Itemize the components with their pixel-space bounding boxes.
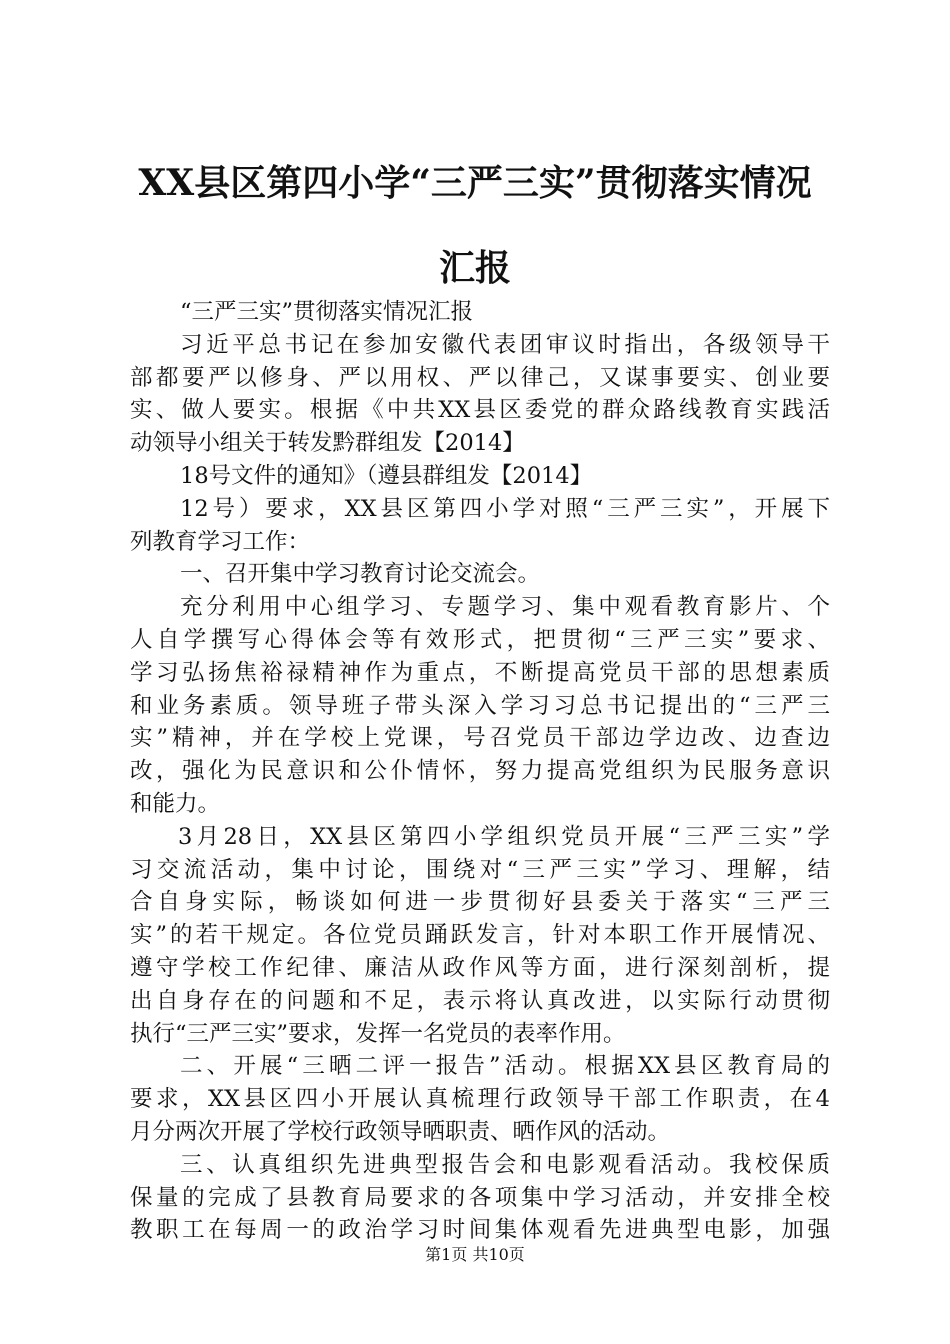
body-line: 人自学撰写心得体会等有效形式，把贯彻“三严三实”要求、 — [130, 626, 830, 653]
document-title-line-2: 汇报 — [438, 247, 511, 289]
body-line: 18号文件的通知》（遵县群组发【2014】 — [180, 462, 593, 489]
body-line: 实”精神，并在学校上党课，号召党员干部边学边改、边查边 — [130, 725, 830, 752]
body-line: 月分两次开展了学校行政领导晒职责、晒作风的活动。 — [130, 1118, 671, 1145]
body-line: 教职工在每周一的政治学习时间集体观看先进典型电影，加强 — [130, 1217, 830, 1244]
body-line: 实、做人要实。根据《中共XX县区委党的群众路线教育实践活 — [130, 397, 830, 424]
body-line: 保量的完成了县教育局要求的各项集中学习活动，并安排全校 — [130, 1184, 830, 1211]
body-line: 一、召开集中学习教育讨论交流会。 — [180, 561, 541, 588]
body-line: 改，强化为民意识和公仆情怀，努力提高党组织为民服务意识 — [130, 758, 830, 785]
body-line: 遵守学校工作纪律、廉洁从政作风等方面，进行深刻剖析，提 — [130, 954, 830, 981]
body-line: 三、认真组织先进典型报告会和电影观看活动。我校保质 — [180, 1151, 830, 1178]
body-line: 要求，XX县区四小开展认真梳理行政领导干部工作职责，在4 — [130, 1086, 830, 1113]
body-line: 二、开展“三晒二评一报告”活动。根据XX县区教育局的 — [180, 1053, 830, 1080]
body-line: 出自身存在的问题和不足，表示将认真改进，以实际行动贯彻 — [130, 987, 830, 1014]
body-line: 充分利用中心组学习、专题学习、集中观看教育影片、个 — [180, 594, 830, 621]
body-line: “三严三实”贯彻落实情况汇报 — [180, 299, 474, 325]
document-body — [130, 296, 830, 1247]
page-number-footer: 第1页 共10页 — [425, 1245, 525, 1264]
body-line: 执行“三严三实”要求，发挥一名党员的表率作用。 — [130, 1020, 626, 1047]
body-line: 12号）要求，XX县区第四小学对照“三严三实”，开展下 — [180, 495, 830, 522]
body-line: 和业务素质。领导班子带头深入学习习总书记提出的“三严三 — [130, 692, 830, 719]
body-line: 学习弘扬焦裕禄精神作为重点，不断提高党员干部的思想素质 — [130, 659, 830, 686]
document-title-line-1: XX县区第四小学“三严三实”贯彻落实情况 — [138, 162, 812, 204]
body-line: 合自身实际，畅谈如何进一步贯彻好县委关于落实“三严三 — [130, 889, 830, 916]
body-line: 习交流活动，集中讨论，围绕对“三严三实”学习、理解，结 — [130, 856, 830, 883]
body-line: 习近平总书记在参加安徽代表团审议时指出，各级领导干 — [180, 331, 830, 358]
body-line: 和能力。 — [130, 790, 221, 817]
body-line: 实”的若干规定。各位党员踊跃发言，针对本职工作开展情况、 — [130, 922, 830, 949]
body-line: 列教育学习工作： — [130, 528, 311, 555]
body-line: 部都要严以修身、严以用权、严以律己，又谋事要实、创业要 — [130, 364, 830, 391]
body-line: 动领导小组关于转发黔群组发【2014】 — [130, 430, 525, 457]
body-line: 3月28日，XX县区第四小学组织党员开展“三严三实”学 — [178, 823, 830, 850]
